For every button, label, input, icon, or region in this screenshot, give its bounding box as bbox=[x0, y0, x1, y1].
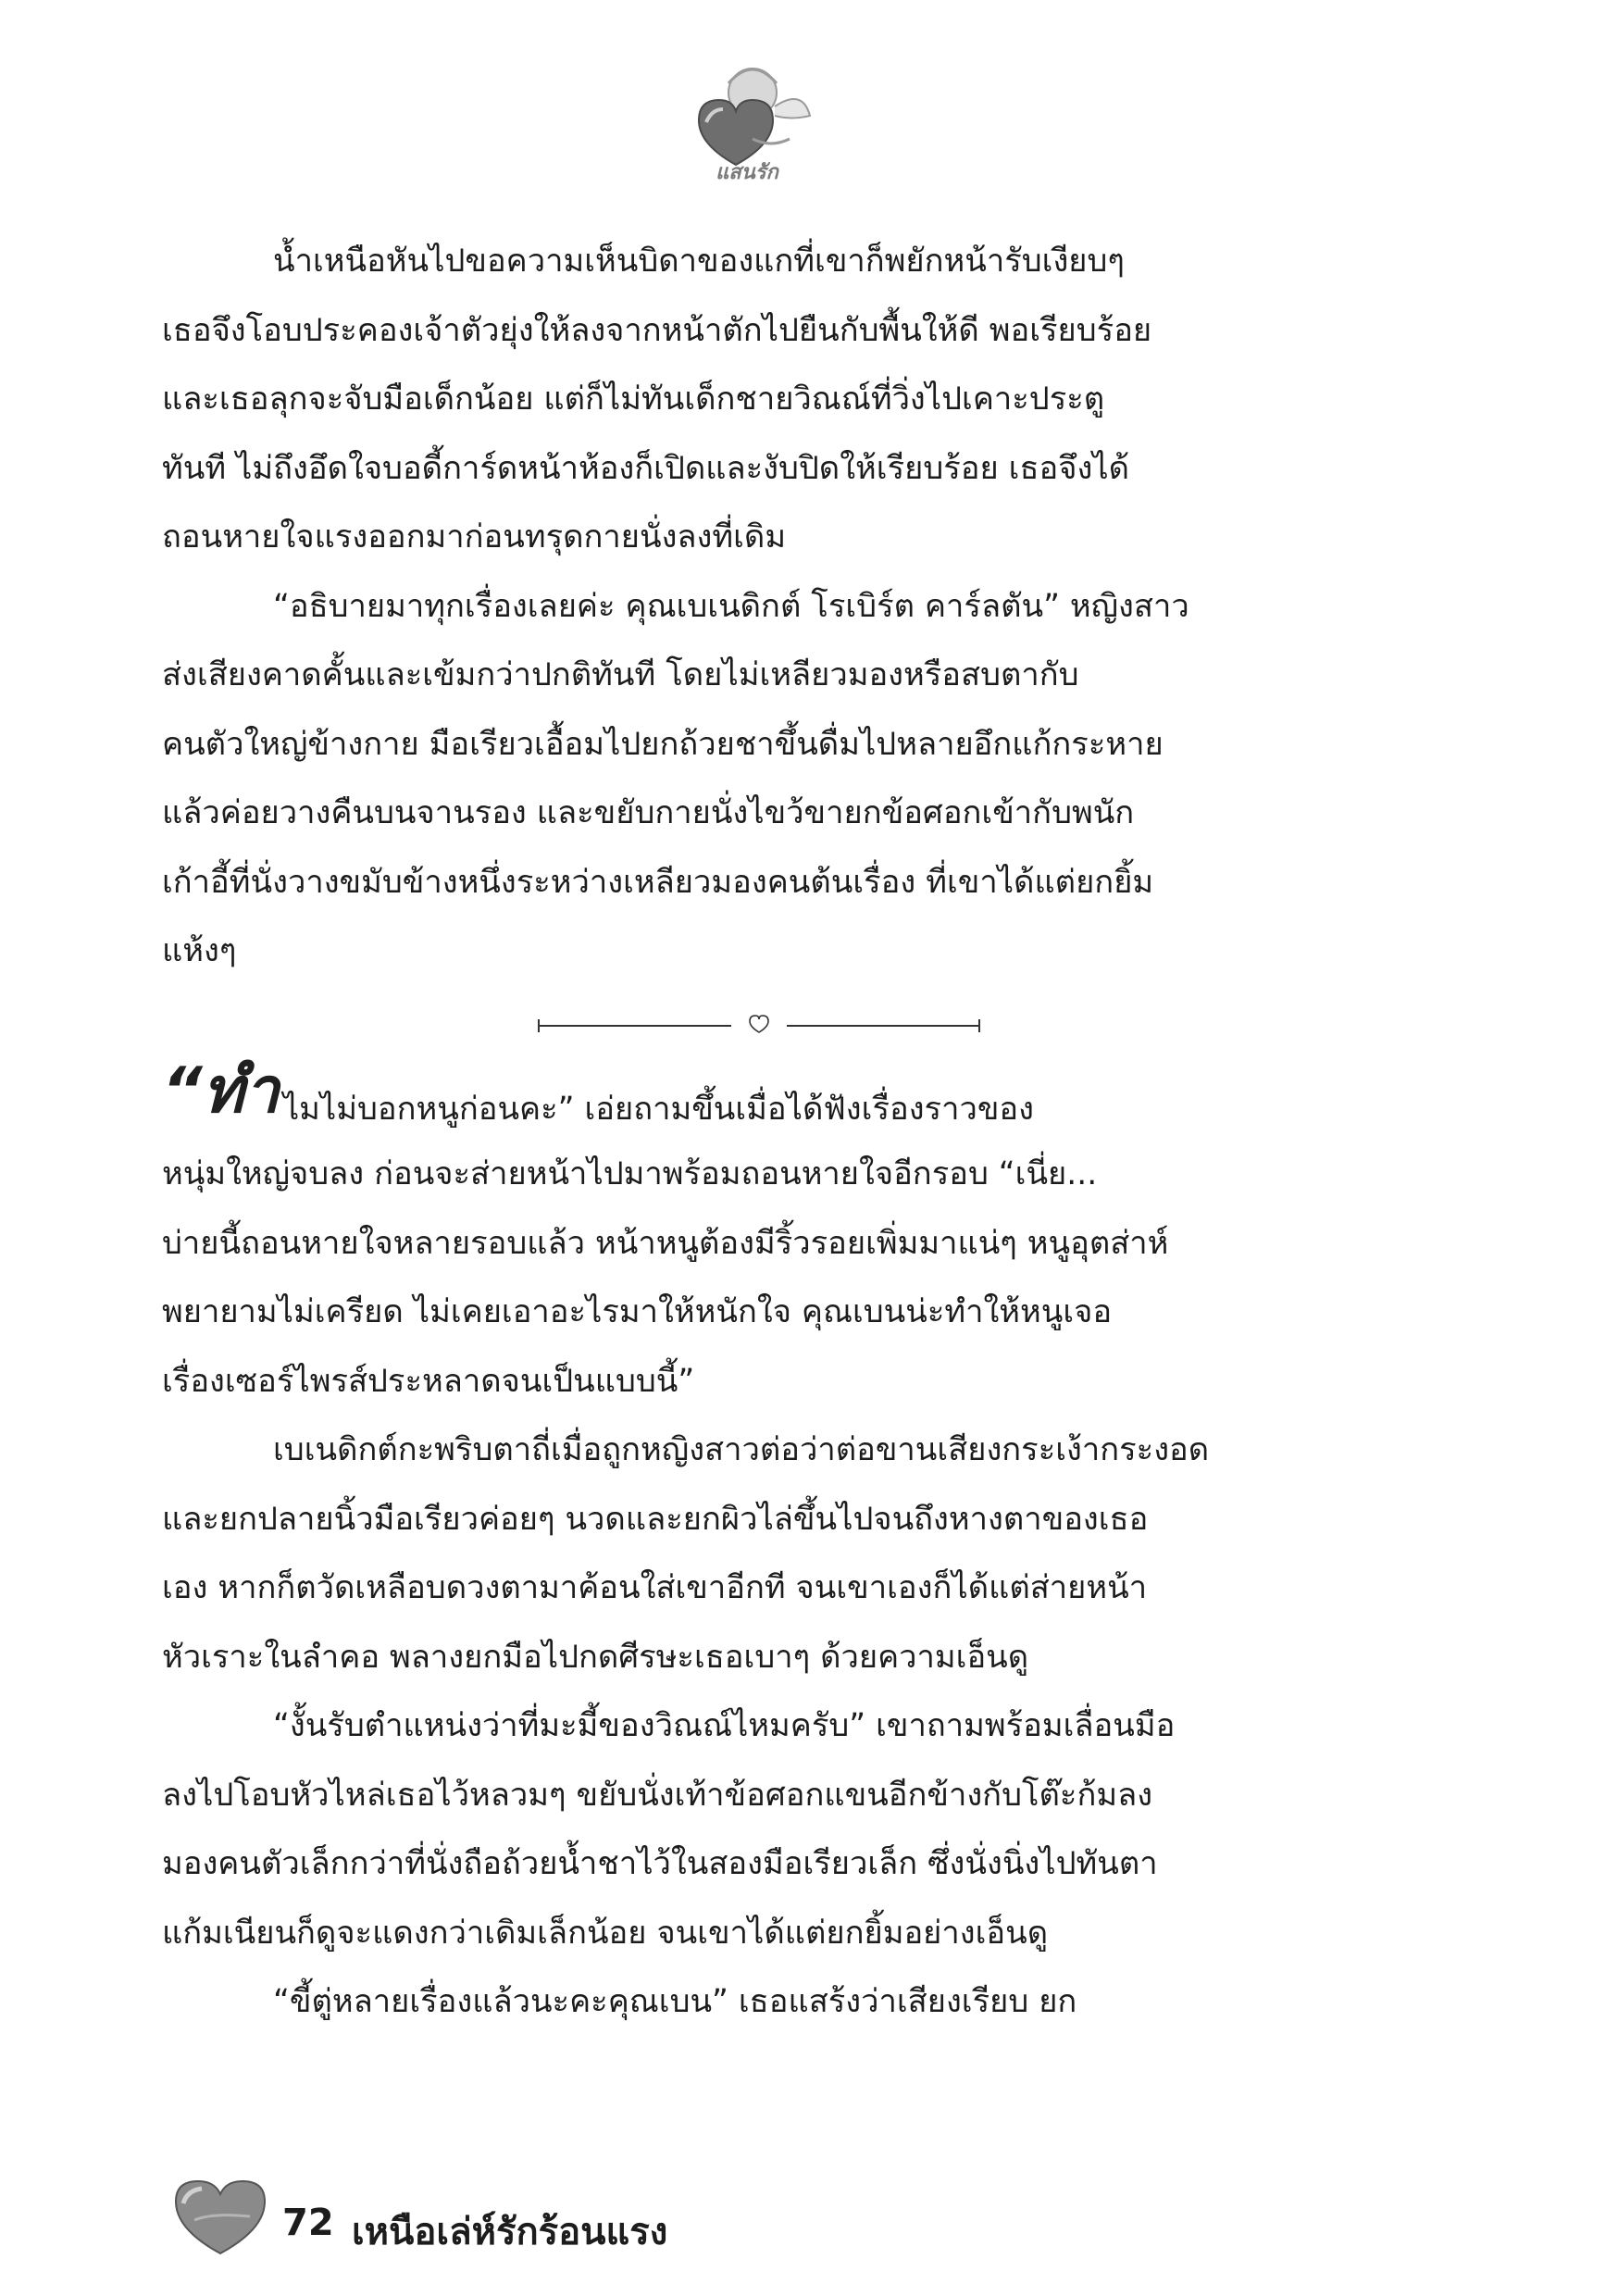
heart-divider-icon bbox=[537, 1012, 981, 1040]
text-line: เก้าอี้ที่นั่งวางขมับข้างหนึ่งระหว่างเหลียวมองคนต้นเรื่อง ที่เขาได้แต่ยกยิ้ม bbox=[162, 863, 1154, 901]
text-line: ส่งเสียงคาดคั้นและเข้มกว่าปกติทันที โดยไม่เหลียวมองหรือสบตากับ bbox=[162, 656, 1079, 693]
text-line: “ทำ ไมไม่บอกหนูก่อนคะ” เอ่ยถามขึ้นเมื่อได้ฟังเรื่องราวของ bbox=[162, 1054, 1034, 1128]
text-line: พยายามไม่เครียด ไม่เคยเอาอะไรมาให้หนักใจ คุณเบนน่ะทำให้หนูเจอ bbox=[162, 1293, 1113, 1330]
section-divider bbox=[162, 986, 1356, 1071]
text-line: แห้งๆ bbox=[162, 932, 237, 969]
heart-icon bbox=[167, 2174, 273, 2257]
text-line: และเธอลุกจะจับมือเด็กน้อย แต่ก็ไม่ทันเด็กชายวิณณ์ที่วิ่งไปเคาะประตู bbox=[162, 381, 1105, 418]
page-number: 72 bbox=[282, 2202, 334, 2244]
text-line: ถอนหายใจแรงออกมาก่อนทรุดกายนั่งลงที่เดิม bbox=[162, 518, 787, 555]
text-line: แล้วค่อยวางคืนบนจานรอง และขยับกายนั่งไขว้ขายกข้อศอกเข้ากับพนัก bbox=[162, 794, 1135, 831]
text-line: “งั้นรับตำแหน่งว่าที่มะมี้ของวิณณ์ไหมครับ” เขาถามพร้อมเลื่อนมือ bbox=[273, 1707, 1176, 1744]
text-line: และยกปลายนิ้วมือเรียวค่อยๆ นวดและยกผิวไล่ขึ้นไปจนถึงหางตาของเธอ bbox=[162, 1500, 1149, 1538]
text-line: เธอจึงโอบประคองเจ้าตัวยุ่งให้ลงจากหน้าตักไปยืนกับพื้นให้ดี พอเรียบร้อย bbox=[162, 311, 1152, 349]
logo-text: แสนรัก bbox=[716, 161, 778, 184]
text-line: ทันที ไม่ถึงอึดใจบอดี้การ์ดหน้าห้องก็เปิดและงับปิดให้เรียบร้อย เธอจึงได้ bbox=[162, 449, 1130, 487]
text-line: แก้มเนียนก็ดูจะแดงกว่าเดิมเล็กน้อย จนเขาได้แต่ยกยิ้มอย่างเอ็นดู bbox=[162, 1914, 1049, 1952]
text-line: หัวเราะในลำคอ พลางยกมือไปกดศีรษะเธอเบาๆ ด้วยความเอ็นดู bbox=[162, 1638, 1029, 1676]
text-line: เบเนดิกต์กะพริบตาถี่เมื่อถูกหญิงสาวต่อว่าต่อขานเสียงกระเง้ากระงอด bbox=[273, 1431, 1210, 1468]
text-line: ลงไปโอบหัวไหล่เธอไว้หลวมๆ ขยับนั่งเท้าข้อศอกแขนอีกข้างกับโต๊ะก้มลง bbox=[162, 1776, 1153, 1814]
text-line: เรื่องเซอร์ไพรส์ประหลาดจนเป็นแบบนี้” bbox=[162, 1362, 695, 1400]
book-title: เหนือเล่ห์รักร้อนแรง bbox=[352, 2211, 668, 2253]
text-line: คนตัวใหญ่ข้างกาย มือเรียวเอื้อมไปยกถ้วยชาขึ้นดื่มไปหลายอึกแก้กระหาย bbox=[162, 725, 1164, 763]
text-line: “อธิบายมาทุกเรื่องเลยค่ะ คุณเบเนดิกต์ โรเบิร์ต คาร์ลตัน” หญิงสาว bbox=[273, 587, 1189, 625]
text-line: เอง หากก็ตวัดเหลือบดวงตามาค้อนใส่เขาอีกที จนเขาเองก็ได้แต่ส่ายหน้า bbox=[162, 1569, 1148, 1606]
body-text bbox=[162, 227, 1356, 2037]
text-line: หนุ่มใหญ่จบลง ก่อนจะส่ายหน้าไปมาพร้อมถอนหายใจอีกรอบ “เนี่ย... bbox=[162, 1155, 1098, 1192]
text-line: น้ำเหนือหันไปขอความเห็นบิดาของแกที่เขาก็พยักหน้ารับเงียบๆ bbox=[273, 243, 1125, 280]
text-line: บ่ายนี้ถอนหายใจหลายรอบแล้ว หน้าหนูต้องมีริ้วรอยเพิ่มมาแน่ๆ หนูอุตส่าห์ bbox=[162, 1224, 1169, 1262]
page-footer bbox=[167, 2166, 815, 2268]
drop-cap: “ทำ bbox=[162, 1054, 280, 1128]
text-line: “ขี้ตู่หลายเรื่องแล้วนะคะคุณเบน” เธอแสร้งว่าเสียงเรียบ ยก bbox=[273, 1983, 1077, 2020]
text-line: มองคนตัวเล็กกว่าที่นั่งถือถ้วยน้ำชาไว้ในสองมือเรียวเล็ก ซึ่งนั่งนิ่งไปทันตา bbox=[162, 1845, 1158, 1882]
